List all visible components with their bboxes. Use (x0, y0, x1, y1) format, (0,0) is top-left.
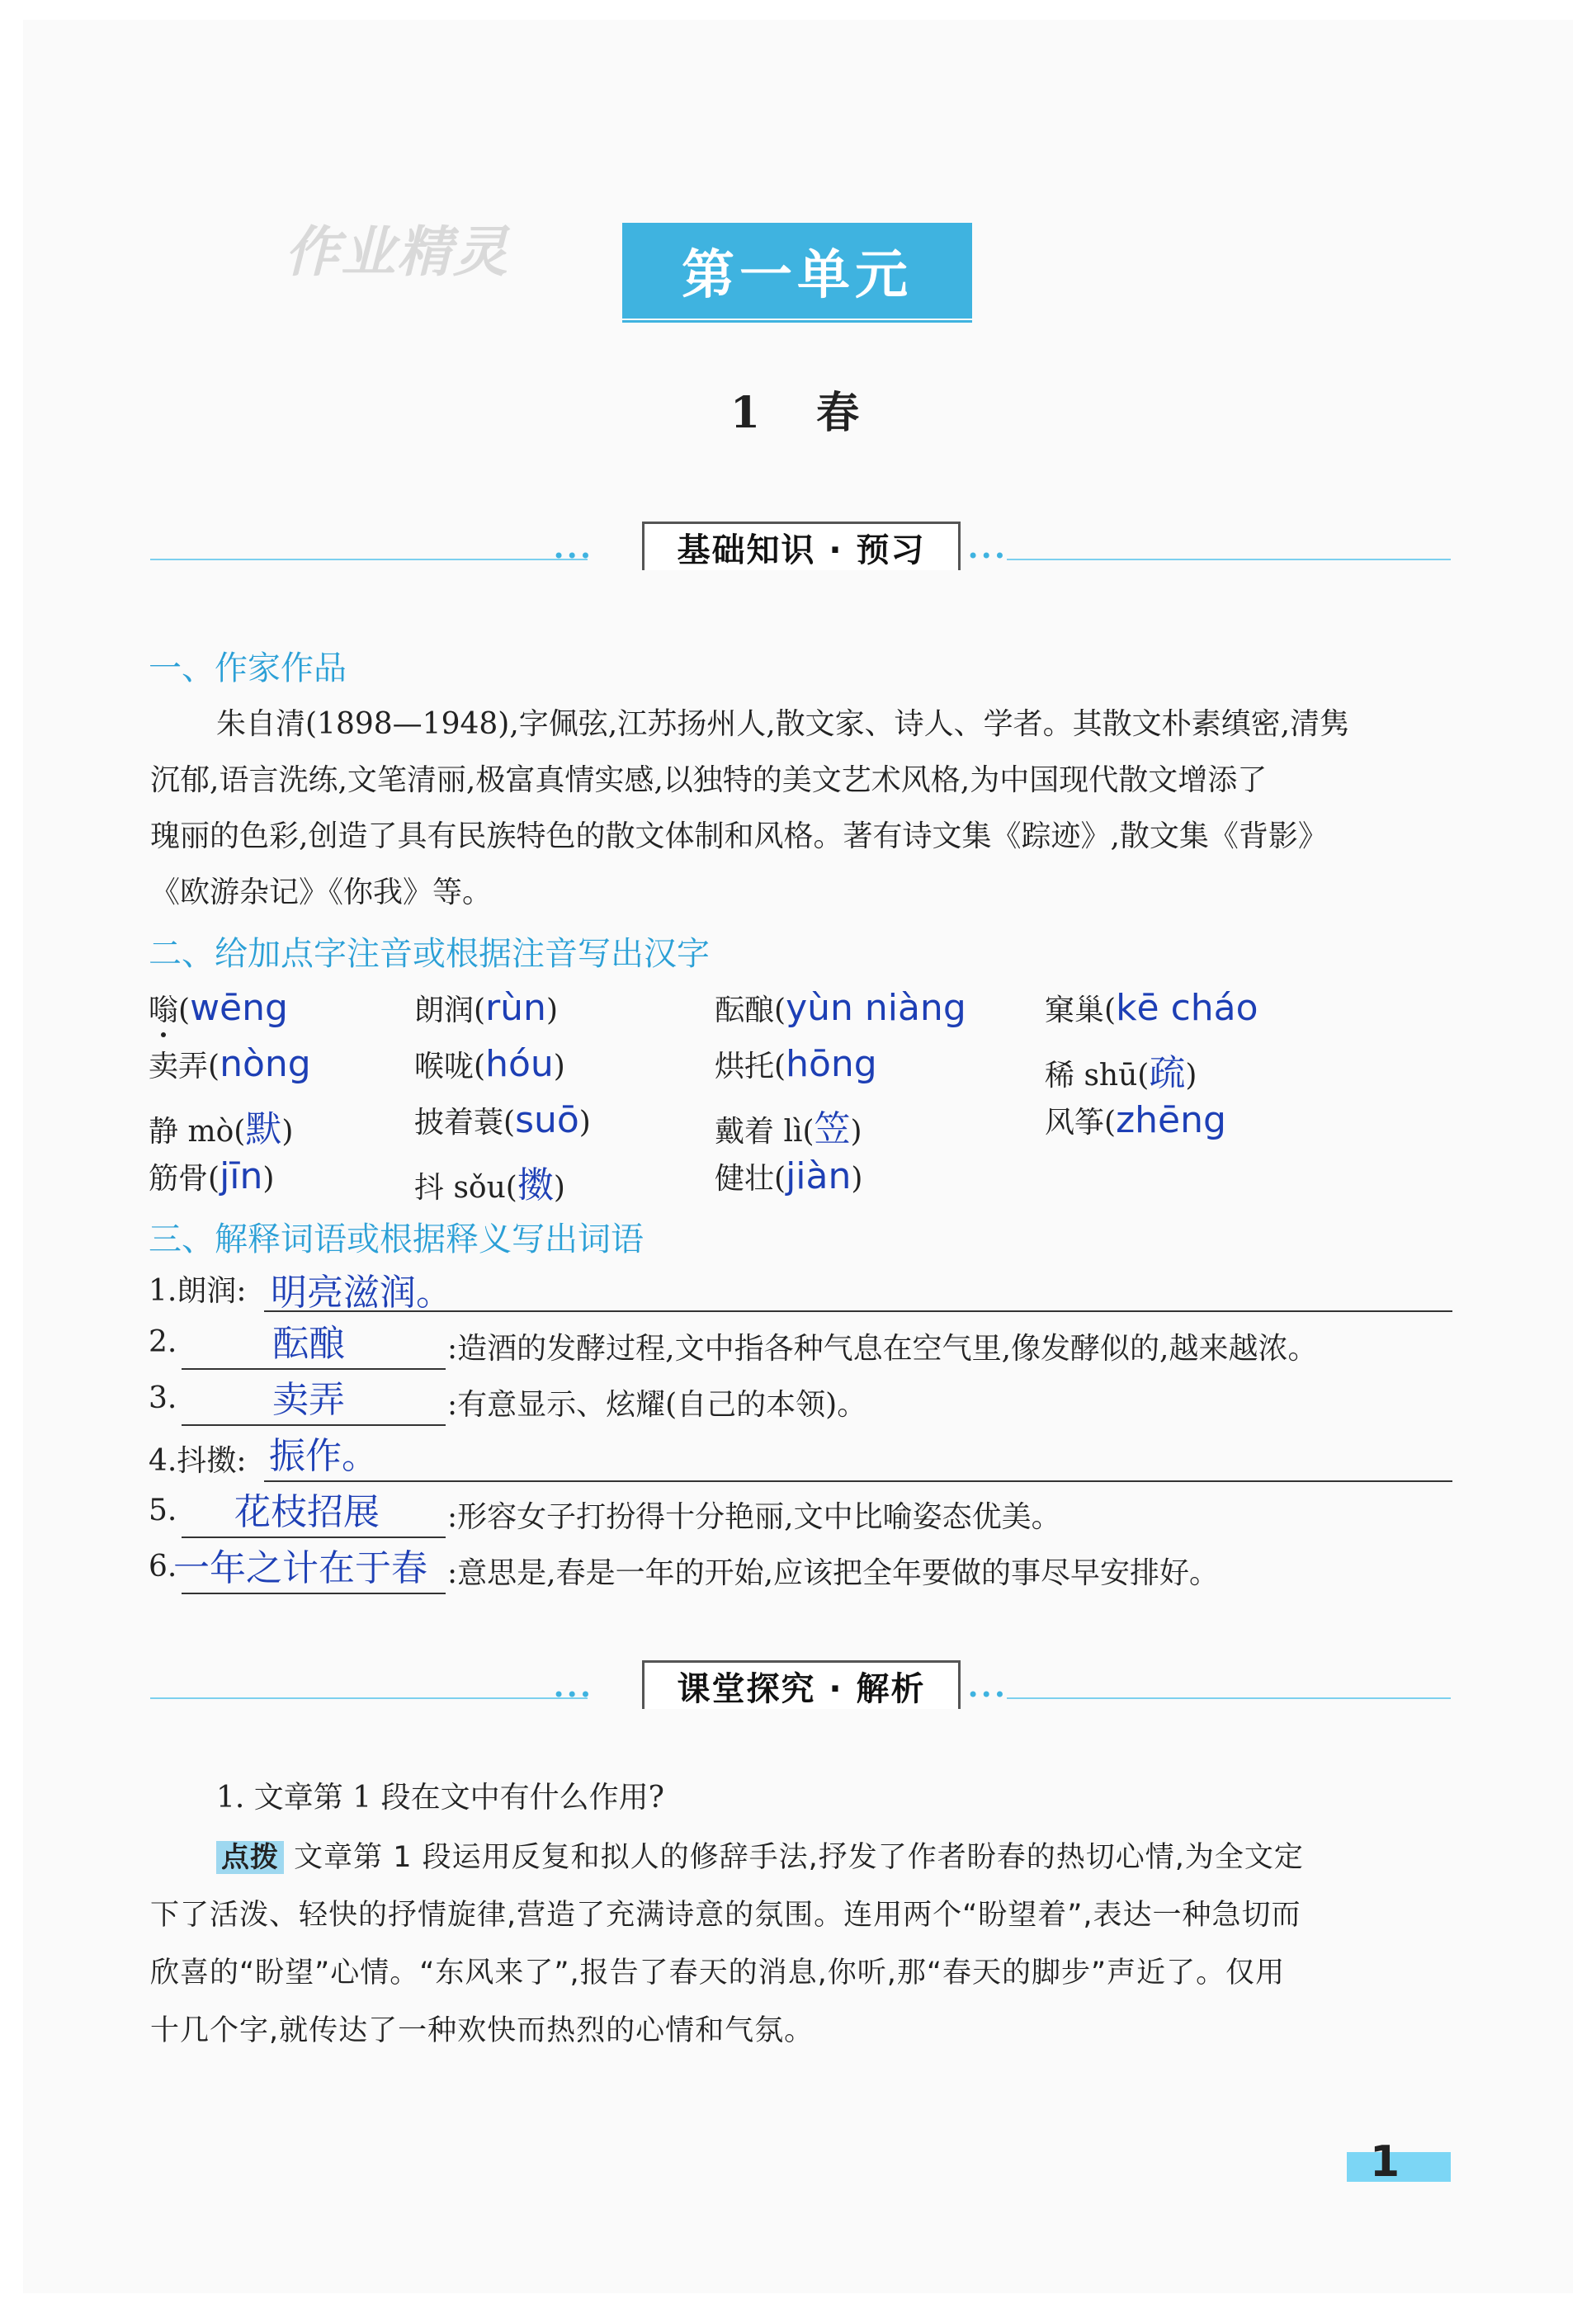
section-header-explore: 课堂探究 · 解析 (642, 1660, 961, 1709)
item-word: 嗡 (149, 987, 178, 1029)
handwritten-answer: suō (515, 1099, 579, 1141)
item-word: 抖 sǒu (414, 1171, 506, 1205)
section-divider-right (1007, 1697, 1451, 1699)
pinyin-item: 稀 shū(疏) (1045, 1052, 1197, 1094)
pinyin-item: 健壮(jiàn) (715, 1155, 863, 1197)
item-word: 披着蓑 (414, 1106, 504, 1140)
handwritten-answer: 卖弄 (272, 1379, 345, 1421)
explanation-line: 十几个字,就传达了一种欢快而热烈的心情和气氛。 (150, 2014, 815, 2047)
handwritten-answer: nòng (220, 1043, 311, 1085)
divider-dots-left: ••• (553, 1683, 593, 1706)
section-divider-left (150, 1697, 588, 1699)
explanation-line: 欣喜的“盼望”心情。“东风来了”,报告了春天的消息,你听,那“春天的脚步”声近了。仅用 (150, 1957, 1286, 1990)
item-word: 酝酿 (715, 994, 775, 1027)
unit-underline (622, 320, 972, 323)
section-header-preview: 基础知识 · 预习 (642, 522, 961, 570)
divider-dots-left: ••• (553, 545, 593, 568)
handwritten-answer: 花枝招展 (234, 1491, 380, 1533)
vocab-item: 6. 一年之计在于春 :意思是,春是一年的开始,应该把全年要做的事尽早安排好。 (149, 1550, 1469, 1598)
pinyin-item: 朗润(rùn) (414, 987, 558, 1029)
handwritten-answer: hóu (485, 1043, 554, 1085)
paragraph-line: 朱自清(1898—1948),字佩弦,江苏扬州人,散文家、诗人、学者。其散文朴素缜密,清隽 (216, 707, 1350, 741)
handwritten-answer: 明亮滋润。 (271, 1272, 452, 1314)
pinyin-item: 戴着 lì(笠) (715, 1108, 862, 1150)
dianbo-label: 点拨 (216, 1841, 284, 1874)
handwritten-answer: 疏 (1149, 1052, 1186, 1094)
explanation-line: 下了活泼、轻快的抒情旋律,营造了充满诗意的氛围。连用两个“盼望着”,表达一种急切而 (150, 1899, 1301, 1932)
handwritten-answer: 酝酿 (272, 1323, 345, 1365)
handwritten-answer: wēng (190, 987, 288, 1029)
pinyin-item: 静 mò(默) (149, 1108, 294, 1150)
question-1: 1. 文章第 1 段在文中有什么作用? (216, 1781, 664, 1815)
handwritten-answer: hōng (786, 1043, 877, 1085)
item-word: 稀 shū (1045, 1059, 1138, 1093)
divider-dots-right: ••• (967, 545, 1008, 568)
unit-title: 第一单元 (622, 223, 972, 319)
handwritten-answer: jiàn (786, 1155, 852, 1197)
watermark-logo: 作业精灵 (285, 220, 509, 284)
vocab-item: 5. 花枝招展 :形容女子打扮得十分艳丽,文中比喻姿态优美。 (149, 1494, 1469, 1541)
pinyin-item: 窠巢(kē cháo (1045, 987, 1258, 1029)
handwritten-answer: zhēng (1116, 1099, 1226, 1141)
section-divider-right (1007, 559, 1451, 560)
pinyin-item: 筋骨(jīn) (149, 1155, 275, 1197)
handwritten-answer: 笠 (814, 1108, 851, 1150)
item-word: 卖弄 (149, 1050, 209, 1083)
handwritten-answer: jīn (220, 1155, 263, 1197)
item-word: 戴着 lì (715, 1115, 803, 1149)
pinyin-item: 烘托(hōng (715, 1043, 877, 1085)
pinyin-item: 卖弄(nòng (149, 1043, 311, 1085)
pinyin-item: 风筝(zhēng (1045, 1099, 1226, 1141)
handwritten-answer: rùn (485, 987, 546, 1029)
vocab-item: 3. 卖弄 :有意显示、炫耀(自己的本领)。 (149, 1381, 1469, 1429)
item-word: 喉咙 (414, 1050, 475, 1083)
item-word: 窠巢 (1045, 994, 1105, 1027)
section-divider-left (150, 559, 588, 560)
vocab-item: 1.朗润: 明亮滋润。 (149, 1267, 1452, 1315)
handwritten-answer: 一年之计在于春 (173, 1547, 427, 1589)
handwritten-answer: 默 (245, 1108, 282, 1150)
page-number: 1 (1370, 2137, 1400, 2187)
explanation-block (150, 1829, 1454, 2060)
explanation-line: 点拨 文章第 1 段运用反复和拟人的修辞手法,抒发了作者盼春的热切心情,为全文定 (150, 1829, 1454, 1886)
heading-pinyin: 二、给加点字注音或根据注音写出汉字 (149, 935, 710, 973)
item-word: 烘托 (715, 1050, 775, 1083)
author-paragraph (150, 696, 1454, 921)
handwritten-answer: 振作。 (269, 1435, 378, 1477)
pinyin-item: 嗡(wēng (149, 987, 288, 1029)
pinyin-item: 抖 sǒu(擞) (414, 1164, 565, 1206)
handwritten-answer: 擞 (517, 1164, 554, 1206)
paragraph-line: 瑰丽的色彩,创造了具有民族特色的散文体制和风格。著有诗文集《踪迹》,散文集《背影》 (150, 819, 1328, 853)
vocab-item: 2. 酝酿 :造酒的发酵过程,文中指各种气息在空气里,像发酵似的,越来越浓。 (149, 1325, 1469, 1373)
item-word: 健壮 (715, 1162, 775, 1196)
paragraph-line: 沉郁,语言洗练,文笔清丽,极富真情实感,以独特的美文艺术风格,为中国现代散文增添了 (150, 763, 1268, 797)
item-word: 筋骨 (149, 1162, 209, 1196)
heading-vocab: 三、解释词语或根据释义写出词语 (149, 1220, 644, 1258)
item-word: 静 mò (149, 1115, 234, 1149)
pinyin-item: 喉咙(hóu) (414, 1043, 565, 1085)
item-word: 朗润 (414, 994, 475, 1027)
handwritten-answer: kē cháo (1116, 987, 1258, 1029)
vocab-item: 4.抖擞: 振作。 (149, 1437, 1452, 1485)
pinyin-item: 披着蓑(suō) (414, 1099, 591, 1141)
heading-author-works: 一、作家作品 (149, 649, 347, 687)
answer-line (182, 1593, 446, 1594)
handwritten-answer: yùn niàng (786, 987, 966, 1029)
answer-line (264, 1480, 1452, 1482)
lesson-title: 1 春 (730, 388, 866, 438)
item-word: 风筝 (1045, 1106, 1105, 1140)
paragraph-line: 《欧游杂记》《你我》等。 (150, 876, 493, 909)
divider-dots-right: ••• (967, 1683, 1008, 1706)
pinyin-item: 酝酿(yùn niàng (715, 987, 966, 1029)
